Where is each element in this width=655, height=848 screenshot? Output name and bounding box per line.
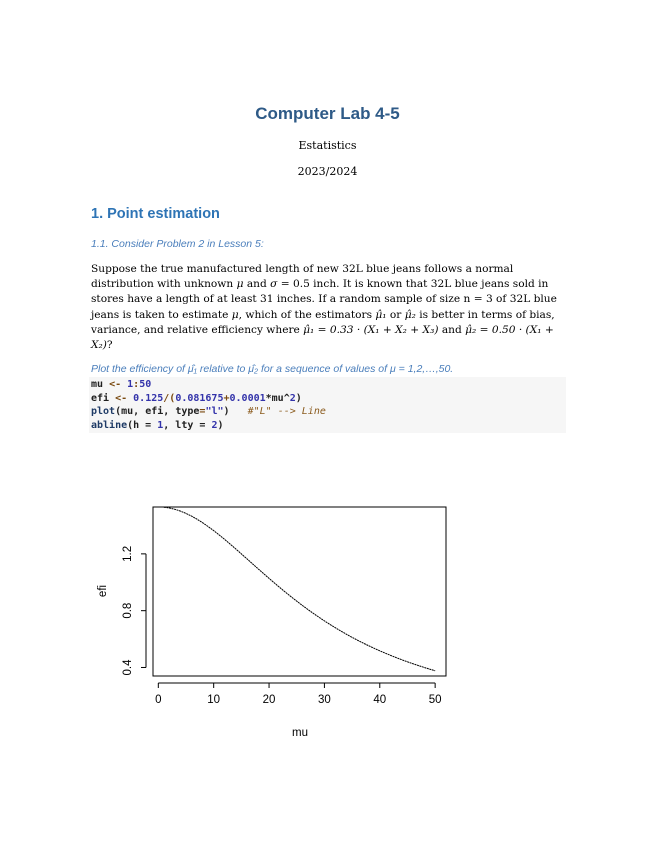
doc-subject: Estatistics: [298, 139, 357, 152]
y-tick-label: 0.8: [122, 602, 134, 619]
plot-frame: [153, 507, 446, 676]
y-tick-label: 1.2: [122, 545, 134, 562]
problem-paragraph: Suppose the true manufactured length of new 32L blue jeans follows a normal distribution with unknown μ and σ = 0.5 inch. It is known that 32L blue jeans sold in stores have a length of at least 31 inches. If a random sample of size n = 3 of 32L blue jeans is taken to estimate μ, which of the estimators μ̂₁ or μ̂₂ is better in terms of bias, variance, and relative efficiency where μ̂₁ = 0.33 · (X₁ + X₂ + X₃) and μ̂₂ = 0.50 · (X₁ + X₂)?: [91, 263, 557, 352]
estimator-2-formula: μ̂₂ = 0.50 · (X₁ + X₂): [91, 323, 554, 352]
doc-year: 2023/2024: [297, 165, 358, 178]
y-tick-label: 0.4: [122, 659, 134, 676]
r-code-block: [89, 377, 566, 433]
x-tick-label: 40: [373, 694, 387, 706]
efficiency-plot: [80, 490, 460, 750]
x-tick-label: 50: [428, 694, 442, 706]
x-tick-label: 30: [318, 694, 331, 706]
doc-title: Computer Lab 4-5: [255, 104, 400, 123]
x-axis-label: mu: [292, 727, 308, 739]
x-axis: [155, 683, 441, 706]
code-line-2: efi <- 0.125/(0.081675+0.0001*mu^2): [91, 392, 302, 404]
y-axis: [122, 546, 146, 676]
code-line-1: mu <- 1:50: [91, 379, 152, 390]
x-tick-label: 0: [155, 694, 162, 706]
plot-instruction: Plot the efficiency of μ̂₁ relative to μ̂₂ for a sequence of values of μ = 1,2,…,50.: [91, 363, 454, 375]
section-subheading: 1.1. Consider Problem 2 in Lesson 5:: [91, 238, 264, 250]
code-line-3: plot(mu, efi, type="l") #"L" --> Line: [91, 406, 326, 417]
efi-line: [164, 507, 435, 671]
x-tick-label: 10: [207, 694, 221, 706]
x-tick-label: 20: [262, 694, 276, 706]
y-axis-label: efi: [97, 584, 109, 598]
section-heading: 1. Point estimation: [91, 206, 220, 222]
estimator-1-formula: μ̂₁ = 0.33 · (X₁ + X₂ + X₃): [303, 323, 439, 336]
code-line-4: abline(h = 1, lty = 2): [91, 419, 224, 431]
